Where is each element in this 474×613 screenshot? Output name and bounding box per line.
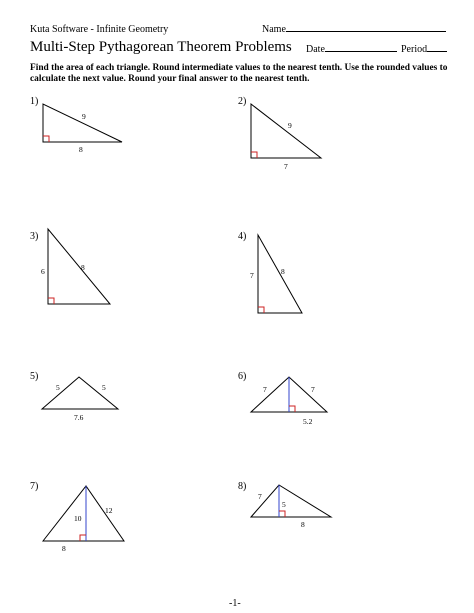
label-7-half-base: 8 xyxy=(62,544,66,553)
triangle-3 xyxy=(48,229,110,304)
label-2-hyp: 9 xyxy=(288,121,292,130)
label-6-right: 7 xyxy=(311,385,315,394)
label-5-right: 5 xyxy=(102,383,106,392)
right-angle-1 xyxy=(43,136,49,142)
label-8-base: 8 xyxy=(301,520,305,529)
triangle-1 xyxy=(43,104,122,142)
problem-number-1: 1) xyxy=(30,96,39,107)
right-angle-7 xyxy=(80,535,86,541)
instructions: Find the area of each triangle. Round intermediate values to the nearest tenth. Use the rounded values to calculate the next value. Round your final answer to the nearest tenth. xyxy=(30,63,448,84)
problem-number-5: 5) xyxy=(30,371,39,382)
triangle-2 xyxy=(251,104,321,158)
label-1-base: 8 xyxy=(79,145,83,154)
problem-number-3: 3) xyxy=(30,231,39,242)
label-8-altitude: 5 xyxy=(282,500,286,509)
worksheet-title: Multi-Step Pythagorean Theorem Problems xyxy=(30,39,292,55)
name-label: Name xyxy=(262,24,286,35)
problem-number-8: 8) xyxy=(238,481,247,492)
label-5-base: 7.6 xyxy=(74,413,84,422)
problem-number-2: 2) xyxy=(238,96,247,107)
label-3-hyp: 8 xyxy=(81,263,85,272)
triangle-8 xyxy=(251,485,331,517)
page-number: -1- xyxy=(229,598,241,609)
triangle-4 xyxy=(258,235,302,313)
period-label: Period xyxy=(401,44,428,55)
label-1-hyp: 9 xyxy=(82,112,86,121)
label-5-left: 5 xyxy=(56,383,60,392)
label-7-right: 12 xyxy=(105,506,113,515)
problem-number-4: 4) xyxy=(238,231,247,242)
label-4-leg: 7 xyxy=(250,271,254,280)
label-4-hyp: 8 xyxy=(281,267,285,276)
label-6-left: 7 xyxy=(263,385,267,394)
right-angle-8 xyxy=(279,511,285,517)
problem-number-7: 7) xyxy=(30,481,39,492)
problem-number-6: 6) xyxy=(238,371,247,382)
right-angle-3 xyxy=(48,298,54,304)
right-angle-4 xyxy=(258,307,264,313)
publisher-name: Kuta Software - Infinite Geometry xyxy=(30,24,169,35)
label-7-altitude: 10 xyxy=(74,514,82,523)
date-label: Date xyxy=(306,44,325,55)
label-6-half-base: 5.2 xyxy=(303,417,313,426)
label-3-leg: 6 xyxy=(41,267,45,276)
right-angle-2 xyxy=(251,152,257,158)
label-8-left: 7 xyxy=(258,492,262,501)
triangle-5 xyxy=(42,377,118,409)
right-angle-6 xyxy=(289,406,295,412)
label-2-base: 7 xyxy=(284,162,288,171)
